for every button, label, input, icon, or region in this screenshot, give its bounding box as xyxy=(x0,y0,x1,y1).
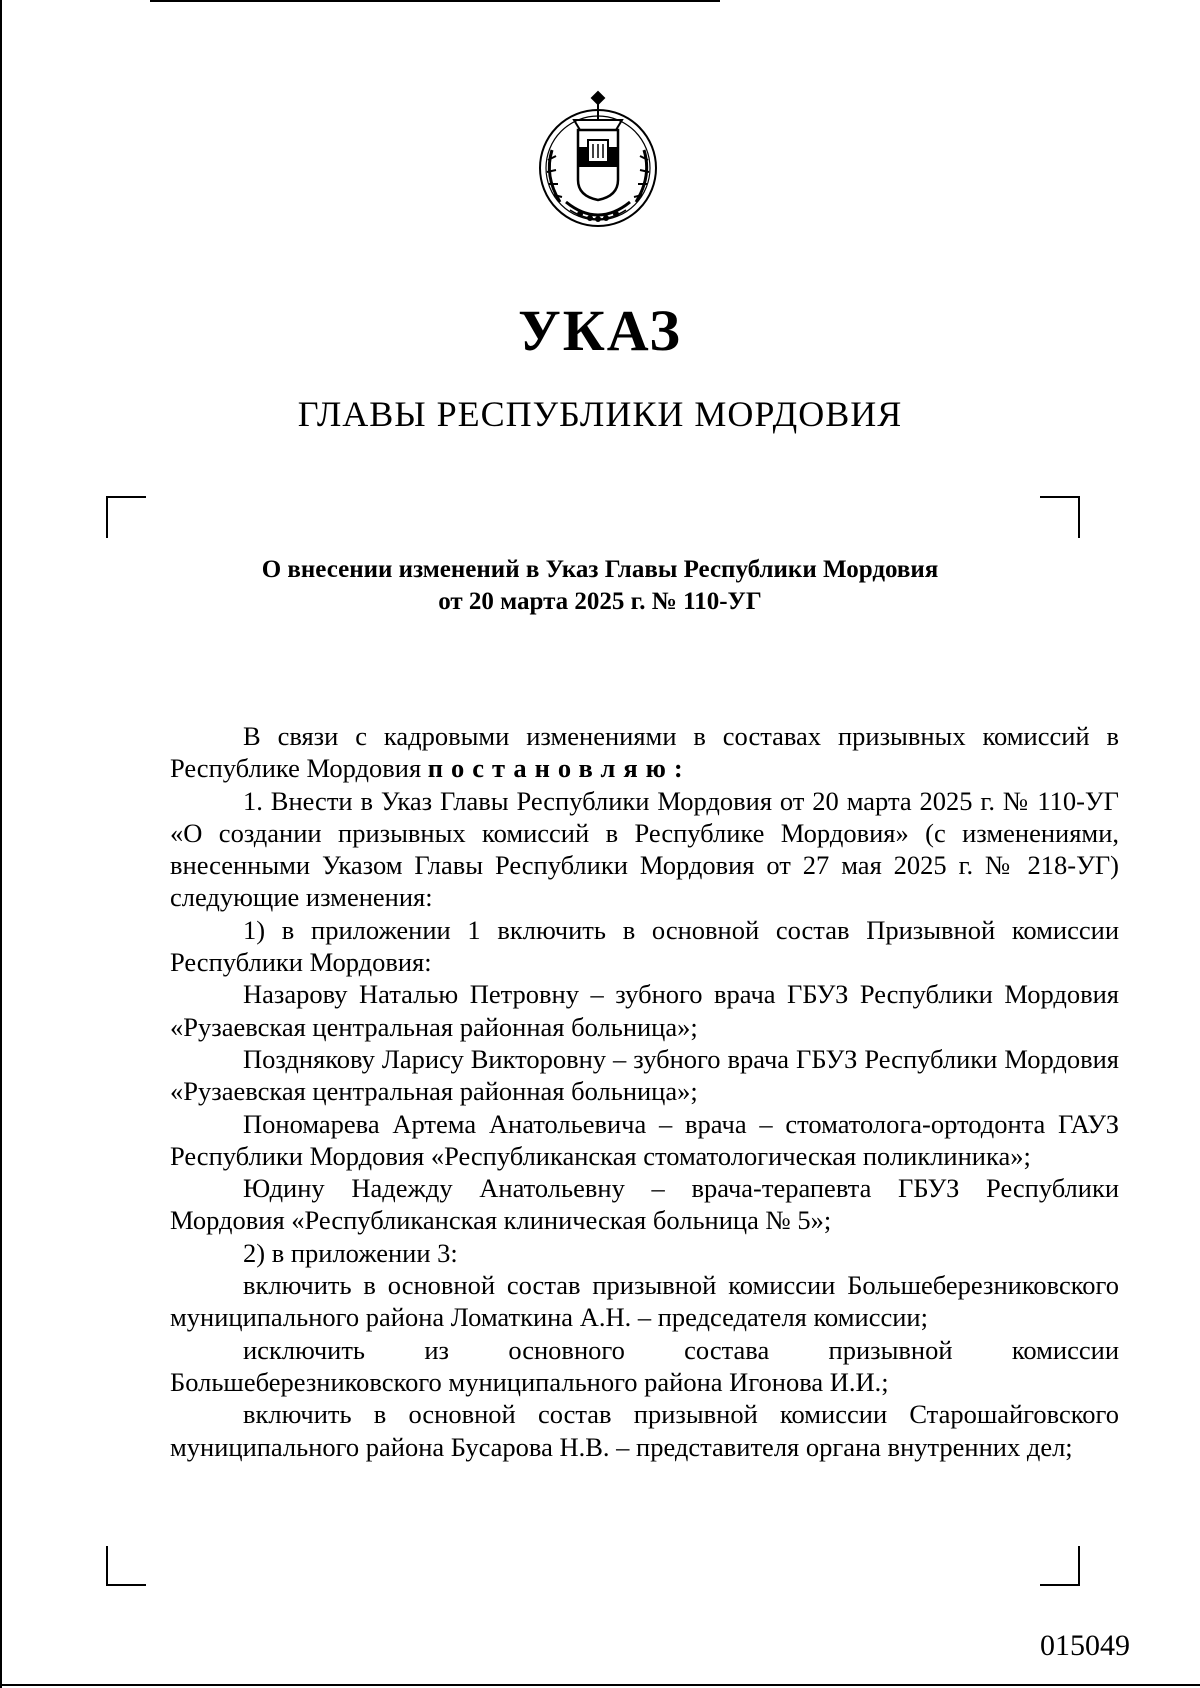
paragraph-include-lomatkin: включить в основной состав призывной комиссии Большеберезниковского муниципального района Ломаткина А.Н. – председателя комиссии; xyxy=(170,1270,1119,1333)
left-border-line xyxy=(0,0,2,1688)
preamble-text: В связи с кадровыми изменениями в составах призывных комиссий в Республике Мордовия xyxy=(170,721,1119,784)
decree-heading-line-2: от 20 марта 2025 г. № 110-УГ xyxy=(438,588,762,615)
document-serial-number: 015049 xyxy=(1040,1629,1130,1662)
document-subtitle: ГЛАВЫ РЕСПУБЛИКИ МОРДОВИЯ xyxy=(297,394,903,434)
corner-mark-bottom-right xyxy=(1040,1546,1080,1586)
paragraph-item-2: 2) в приложении 3: xyxy=(243,1237,458,1268)
coat-of-arms-icon xyxy=(530,90,666,236)
decree-word: постановляю: xyxy=(427,753,691,784)
paragraph-include-busarov: включить в основной состав призывной комиссии Старошайговского муниципального района Бусарова Н.В. – представителя органа внутренних дел; xyxy=(170,1399,1119,1462)
bottom-border-line xyxy=(0,1684,1200,1686)
decree-body xyxy=(170,720,1119,1463)
top-border-line xyxy=(150,0,720,2)
paragraph-item-1-1: 1) в приложении 1 включить в основной состав Призывной комиссии Республики Мордовия: xyxy=(170,914,1119,978)
corner-mark-top-right xyxy=(1040,496,1080,538)
preamble-paragraph xyxy=(170,720,1119,785)
paragraph-item-1: 1. Внести в Указ Главы Республики Мордовия от 20 марта 2025 г. № 110-УГ «О создании призывных комиссий в Республике Мордовия» (с изменениями, внесенными Указом Главы Республики Мордовия от 27 мая 2025 г. № 218-УГ) следующие изменения: xyxy=(170,785,1119,913)
paragraph-person-nazarova: Назарову Наталью Петровну – зубного врача ГБУЗ Республики Мордовия «Рузаевская центральная районная больница»; xyxy=(170,979,1119,1042)
corner-mark-bottom-left xyxy=(106,1546,146,1586)
decree-heading-line-1: О внесении изменений в Указ Главы Республики Мордовия xyxy=(261,556,939,583)
corner-mark-top-left xyxy=(106,496,146,538)
paragraph-person-ponomarev: Пономарева Артема Анатольевича – врача – стоматолога-ортодонта ГАУЗ Республики Мордовия «Республиканская стоматологическая поликлиника»; xyxy=(170,1108,1119,1171)
paragraph-person-yudina: Юдину Надежду Анатольевну – врача-терапевта ГБУЗ Республики Мордовия «Республиканская клиническая больница № 5»; xyxy=(170,1173,1119,1236)
document-title: УКАЗ xyxy=(518,298,682,363)
paragraph-person-pozdnyakova: Позднякову Ларису Викторовну – зубного врача ГБУЗ Республики Мордовия «Рузаевская центральная районная больница»; xyxy=(170,1043,1119,1107)
paragraph-exclude-igonov: исключить из основного состава призывной комиссии Большеберезниковского муниципального района Игонова И.И.; xyxy=(170,1334,1119,1397)
decree-heading xyxy=(160,554,1040,618)
